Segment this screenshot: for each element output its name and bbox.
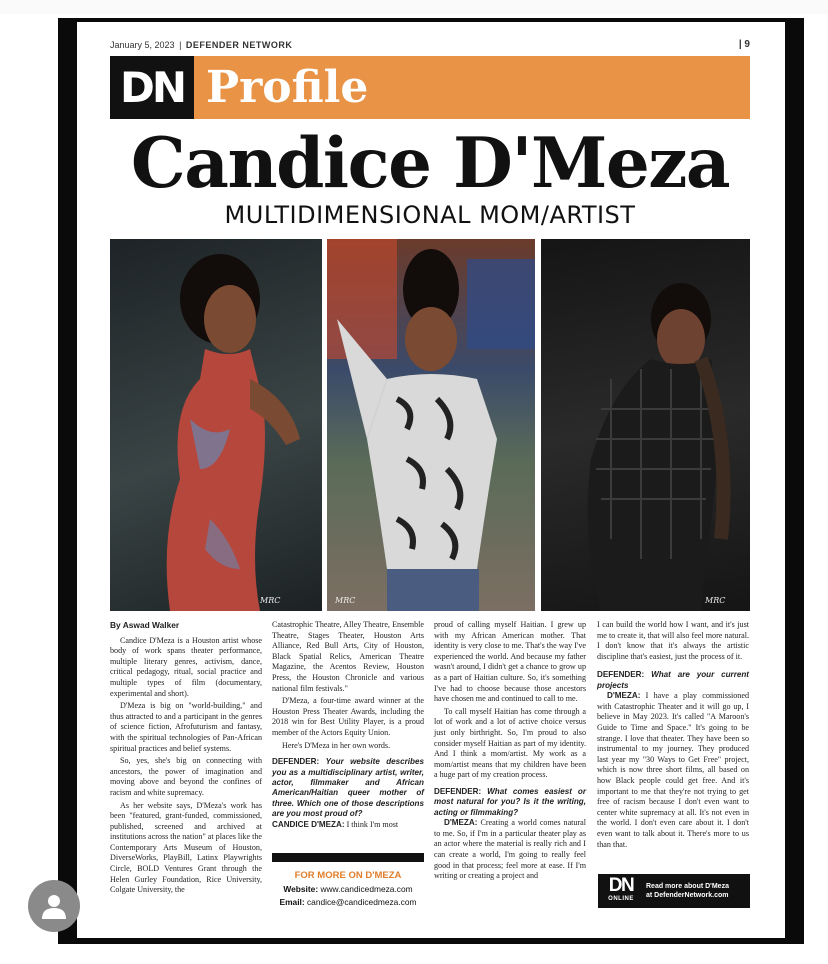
answer [597,691,749,850]
paragraph: D'Meza, a four-time award winner at the Houston Press Theater Awards, including the 2018 win for Best Utility Player, is a proud member of the Actors Equity Union. [272,696,424,737]
article-column-1 [110,620,262,896]
website-line [272,884,424,894]
more-info-heading: FOR MORE ON D'MEZA [294,870,402,881]
question-text: Your website describes you as a multidisciplinary artist, writer, actor, filmmaker and African American/Haitian queer mother of three. Which one of those descriptions are you most proud of? [272,757,424,819]
photo-center [327,239,535,611]
photo-credit: MRC [260,596,281,605]
answer-label: CANDICE D'MEZA: [272,819,345,829]
website-label: Website: [283,884,319,894]
question-label: DEFENDER: [272,757,320,767]
more-info-bar [272,853,424,862]
top-bar [0,0,828,14]
paragraph: As her website says, D'Meza's work has been "featured, grant-funded, commissioned, published, screened and archived at institutions across the nation" at places like the Contemporary Arts Museum of Houston, DiverseWorks, PlayBill, Latinx Playwrights Circle, BOLD Ventures Grant through the Helen Gurley Foundation, Rice University, Colgate University, the [110,800,262,895]
paragraph: I can build the world how I want, and it's just me to create it, that will also feel more natural. I don't know that it's always the artistic discipline that's easiest, just the process of it. [597,620,749,661]
dn-online-box[interactable] [598,874,750,908]
article-column-4 [597,620,749,850]
section-banner [110,56,750,119]
answer [434,818,586,882]
dn-logo: DN [110,56,194,119]
paragraph: proud of calling myself Haitian. I grew up with my African American mother. That identity is very close to me. That's the way I've experienced the world. And because my father wasn't around, I didn't get a chance to grow up as a part of Haitian culture. So, it's something I've had to choose because those ancestors have chosen me and continued to call to me. [434,620,587,704]
dn-online-line-1: Read more about D'Meza [646,883,729,890]
page-number: | 9 [738,39,750,50]
profile-button[interactable] [28,880,80,932]
photo-credit: MRC [335,596,356,605]
paragraph: D'Meza is big on "world-building," and thus attracted to and a participant in the genres of science fiction, Afrofuturism and fantasy, with the spiritual technologies of Pan-African spiritual practices and belief systems. [110,701,262,753]
running-header [110,39,750,53]
headline: Candice D'Meza [130,123,730,204]
paragraph: Here's D'Meza in her own words. [282,740,391,750]
answer-label: D'MEZA: [444,818,478,828]
email-line [272,897,424,907]
subheadline: MULTIDIMENSIONAL MOM/ARTIST [224,201,636,229]
article-column-3 [434,620,586,882]
answer-text: I think I'm most [346,819,399,829]
byline: By Aswad Walker [110,620,180,630]
answer [272,820,424,831]
answer-label: D'MEZA: [607,691,641,701]
paragraph: Candice D'Meza is a Houston artist whose body of work spans theater performance, multiple literary genres, activism, dance, critical pedagogy, ritual, social practice and multiple types of film (documentary, experimental and short). [110,635,262,698]
question [434,787,586,818]
paragraph: To call myself Haitian has come through a lot of work and a lot of active choice versus just only birthright. So, I'm proud to also consider myself Haitian as part of my identity. And I think a mom/artist. My work as a mom/artist means that my children have been a huge part of my creation process. [434,706,586,780]
paragraph: Catastrophic Theatre, Alley Theatre, Ensemble Theatre, Stages Theater, Houston Arts Alliance, Red Bull Arts, City of Houston, Black Spatial Relics, American Theatre Magazine, the Acentos Review, Houston Press, the Houston Chronicle and various national film festivals." [272,620,424,693]
question-label: DEFENDER: [597,670,645,680]
answer-text: I have a play commissioned with Catastrophic Theater and it will go up, I believe in May 2023. It's called "A Maroon's Guide to Time and Space." It's going to be strange. I love that theater. They have been so instrumental to my journey. They produced last year my "30 Ways to Get Free" project, which is now three short films, all based on how Black people could get free. And it's important to me that they're not trying to get free of racism because I don't even want to center white supremacy at all. It's not even in the world. I don't even care about it. I don't even want to talk about it. There's more to us than that. [597,691,749,849]
photo-credit: MRC [705,596,726,605]
email-link[interactable]: candice@candicedmeza.com [306,897,417,907]
dn-online-logo-sub: ONLINE [608,896,634,902]
photo-left [110,239,322,611]
header-separator: | [179,40,182,50]
question [597,670,749,691]
question [272,757,424,819]
issue-date: January 5, 2023 [110,40,175,50]
dn-online-text [646,882,729,900]
dn-online-logo [602,876,640,906]
article-column-2 [272,620,424,830]
dn-online-line-2: at DefenderNetwork.com [646,892,729,899]
network-name: DEFENDER NETWORK [185,40,293,50]
more-info-box [272,853,424,909]
email-label: Email: [279,897,305,907]
paragraph: So, yes, she's big on connecting with ancestors, the power of imagination and moving above and beyond the confines of racism and white supremacy. [110,756,262,797]
website-link[interactable]: www.candicedmeza.com [320,884,413,894]
question-label: DEFENDER: [434,786,482,796]
photo-right [541,239,750,611]
section-title: Profile [206,62,369,113]
question-text: What are your current projects [597,670,749,690]
answer-text: Creating a world comes natural to me. So, if I'm in a particular theater play as an actor where the material is really rich and I can create a world, I'm going to really feel good in that process; feel more at ease. If I'm writing or creating a project and [434,818,586,881]
question-text: What comes easiest or most natural for you? Is it the writing, acting or filmmaking? [434,786,586,817]
dn-online-logo-text: DN [608,875,634,896]
